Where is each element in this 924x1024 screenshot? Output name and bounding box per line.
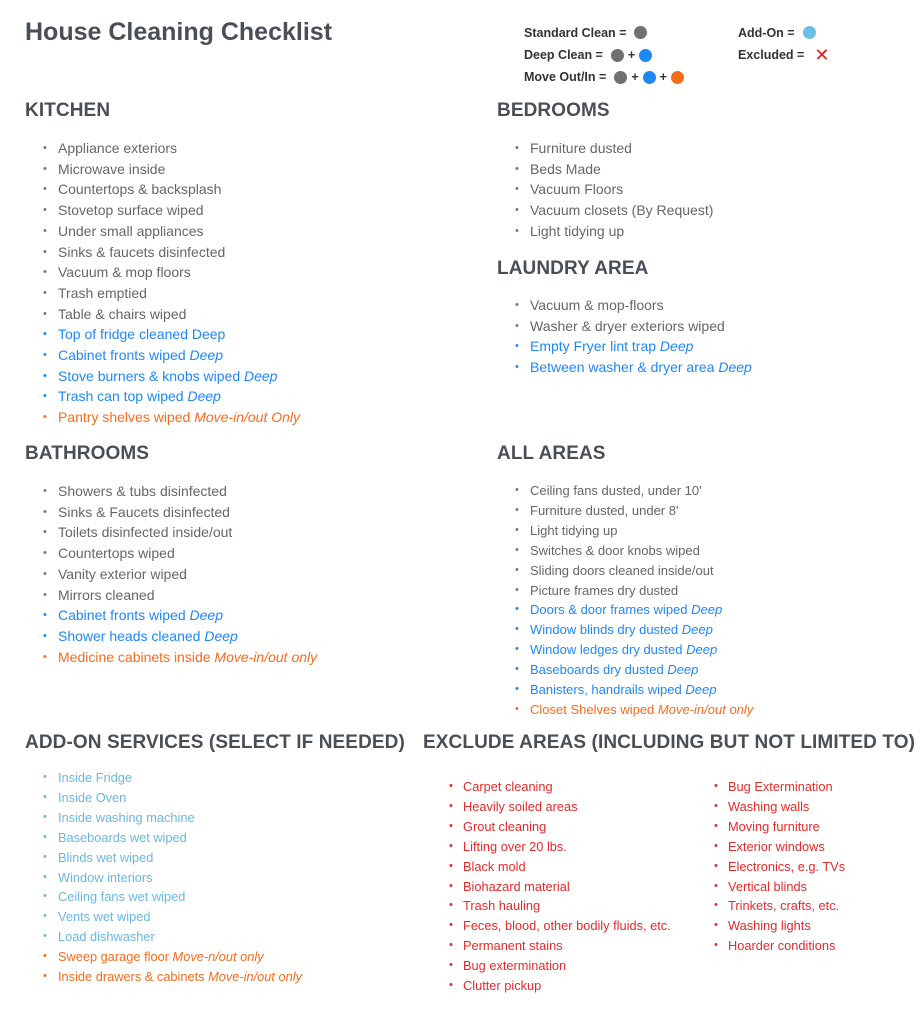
checklist-item bbox=[25, 828, 302, 848]
checklist-item-text: Cabinet fronts wiped bbox=[58, 347, 190, 364]
checklist-item-text: Sinks & faucets disinfected bbox=[58, 243, 226, 260]
checklist-item-text: Mirrors cleaned bbox=[58, 586, 155, 603]
checklist-item bbox=[25, 345, 300, 366]
checklist-item-text: Vacuum Floors bbox=[530, 181, 624, 198]
checklist-item-text: Countertops & backsplash bbox=[58, 181, 222, 198]
legend-right bbox=[738, 21, 829, 66]
section-heading-all-areas: ALL AREAS bbox=[497, 443, 606, 464]
checklist-item bbox=[497, 600, 753, 620]
checklist-item-text: Baseboards wet wiped bbox=[58, 829, 187, 845]
section-heading-bathrooms: BATHROOMS bbox=[25, 443, 150, 464]
checklist-item-tag: Deep bbox=[681, 622, 713, 638]
checklist-item-text: Medicine cabinets inside bbox=[58, 648, 215, 665]
checklist-item bbox=[25, 808, 302, 828]
checklist-item-text: Picture frames dry dusted bbox=[530, 582, 679, 598]
checklist-item-text: Window blinds dry dusted bbox=[530, 622, 682, 638]
excluded-item: • Bug Extermination bbox=[713, 777, 845, 797]
checklist-item bbox=[497, 660, 753, 680]
checklist-item-text: Shower heads cleaned bbox=[58, 627, 205, 644]
excluded-item: • Carpet cleaning bbox=[448, 777, 671, 797]
checklist-item bbox=[25, 626, 317, 647]
checklist-item bbox=[497, 179, 713, 200]
checklist-item-text: Vacuum & mop floors bbox=[58, 264, 191, 281]
checklist-item bbox=[25, 481, 317, 502]
checklist-item-text: Load dishwasher bbox=[58, 929, 155, 945]
checklist-item-tag: Deep bbox=[685, 682, 717, 698]
checklist-item-text: Vacuum closets (By Request) bbox=[530, 202, 714, 219]
checklist-item-text: Cabinet fronts wiped bbox=[58, 607, 190, 624]
checklist-item bbox=[25, 927, 302, 947]
section-heading-bedrooms: BEDROOMS bbox=[497, 100, 610, 121]
legend-move: Move Out/In = + + bbox=[524, 66, 684, 88]
legend-standard: Standard Clean = bbox=[524, 21, 684, 44]
checklist-item-tag: Move-in/out only bbox=[657, 701, 754, 717]
checklist-item bbox=[497, 138, 713, 159]
light-blue-dot-icon bbox=[803, 26, 816, 39]
checklist-item-text: Inside Fridge bbox=[58, 770, 132, 785]
checklist-item bbox=[25, 585, 317, 606]
excluded-item: • Black mold bbox=[448, 857, 671, 877]
orange-dot-icon bbox=[671, 71, 684, 84]
checklist-item-tag: Move-n/out only bbox=[172, 949, 264, 965]
checklist-item-text: Light tidying up bbox=[530, 222, 625, 239]
checklist-item-text: Trash emptied bbox=[58, 284, 147, 301]
excluded-item: • Permanent stains bbox=[448, 936, 671, 956]
checklist-item bbox=[497, 481, 753, 501]
excluded-item: • Biohazard material bbox=[448, 877, 671, 897]
checklist-item-tag: Move-in/out Only bbox=[194, 409, 301, 426]
excluded-item: • Electronics, e.g. TVs bbox=[713, 857, 845, 877]
checklist-item-text: Vacuum & mop-floors bbox=[530, 297, 664, 313]
checklist-item-tag: Deep bbox=[718, 359, 752, 376]
checklist-item bbox=[25, 262, 300, 283]
checklist-item bbox=[497, 541, 753, 561]
checklist-item bbox=[25, 868, 302, 888]
checklist-item-text: Inside Oven bbox=[58, 789, 127, 805]
blue-dot-icon bbox=[639, 49, 652, 62]
checklist-item-tag: Deep bbox=[189, 607, 223, 624]
excluded-item: • Grout cleaning bbox=[448, 817, 671, 837]
checklist-item-text: Beds Made bbox=[530, 160, 601, 177]
checklist-item-text: Inside drawers & cabinets bbox=[58, 969, 209, 985]
excluded-item: • Moving furniture bbox=[713, 817, 845, 837]
legend-excluded: Excluded = ✕ bbox=[738, 45, 830, 65]
checklist-item-text: Stovetop surface wiped bbox=[58, 202, 204, 219]
checklist-item bbox=[25, 138, 300, 159]
blue-dot-icon bbox=[643, 71, 656, 84]
checklist-item bbox=[25, 366, 300, 387]
excluded-item: • Hoarder conditions bbox=[713, 936, 845, 956]
exclude-list-col2 bbox=[713, 777, 845, 956]
checklist-item-tag: Deep bbox=[659, 338, 694, 355]
laundry-list bbox=[497, 295, 752, 378]
checklist-item bbox=[25, 768, 302, 788]
checklist-item-text: Washer & dryer exteriors wiped bbox=[530, 317, 725, 334]
checklist-item-text: Vents wet wiped bbox=[58, 909, 151, 925]
checklist-item-tag: Deep bbox=[686, 642, 718, 658]
checklist-item bbox=[497, 501, 753, 521]
legend-deep: Deep Clean = + bbox=[524, 44, 684, 66]
checklist-item bbox=[497, 200, 713, 221]
checklist-item-text: Countertops wiped bbox=[58, 545, 175, 562]
checklist-item bbox=[497, 295, 752, 316]
checklist-item bbox=[497, 700, 753, 720]
legend-addon: Add-On = bbox=[738, 21, 829, 44]
checklist-item bbox=[25, 907, 302, 927]
checklist-item bbox=[497, 521, 753, 541]
checklist-item bbox=[497, 221, 713, 242]
checklist-item bbox=[25, 848, 302, 868]
excluded-item: • Clutter pickup bbox=[448, 976, 671, 996]
checklist-item bbox=[25, 221, 300, 242]
checklist-item-text: Switches & door knobs wiped bbox=[530, 542, 700, 558]
checklist-item-text: Light tidying up bbox=[530, 522, 618, 538]
checklist-item-text: Microwave inside bbox=[58, 160, 166, 177]
checklist-item-tag: Move-in/out only bbox=[214, 648, 318, 665]
exclude-list-col1 bbox=[448, 777, 671, 996]
addons-list bbox=[25, 768, 302, 987]
checklist-item-text: Ceiling fans wet wiped bbox=[58, 889, 186, 905]
checklist-item-text: Window interiors bbox=[58, 869, 153, 885]
excluded-item: • Trinkets, crafts, etc. bbox=[713, 896, 845, 916]
checklist-item bbox=[497, 680, 753, 700]
section-heading-laundry: LAUNDRY AREA bbox=[497, 258, 649, 279]
excluded-item: • Trash hauling bbox=[448, 896, 671, 916]
checklist-item bbox=[497, 316, 752, 337]
checklist-item-text: Blinds wet wiped bbox=[58, 849, 154, 865]
all-areas-list bbox=[497, 481, 753, 720]
checklist-item bbox=[25, 200, 300, 221]
checklist-item-text: Vanity exterior wiped bbox=[58, 565, 187, 582]
checklist-item-text: Stove burners & knobs wiped bbox=[58, 367, 244, 384]
checklist-item bbox=[25, 304, 300, 325]
excluded-item: • Feces, blood, other bodily fluids, etc. bbox=[448, 916, 671, 936]
grey-dot-icon bbox=[634, 26, 647, 39]
section-heading-kitchen: KITCHEN bbox=[25, 100, 111, 121]
checklist-item bbox=[25, 386, 300, 407]
checklist-item bbox=[497, 336, 752, 357]
checklist-item bbox=[25, 788, 302, 808]
checklist-item-text: Appliance exteriors bbox=[58, 140, 178, 156]
checklist-item bbox=[25, 159, 300, 180]
checklist-item bbox=[25, 522, 317, 543]
checklist-item bbox=[25, 324, 300, 345]
excluded-item: • Washing lights bbox=[713, 916, 845, 936]
grey-dot-icon bbox=[611, 49, 624, 62]
checklist-item-tag: Deep bbox=[204, 627, 238, 644]
checklist-item-text: Ceiling fans dusted, under 10' bbox=[530, 483, 702, 498]
checklist-item bbox=[497, 620, 753, 640]
checklist-item-text: Under small appliances bbox=[58, 222, 204, 239]
section-heading-addons: ADD-ON SERVICES (SELECT IF NEEDED) bbox=[25, 732, 405, 753]
excluded-item: • Vertical blinds bbox=[713, 877, 845, 897]
page-title: House Cleaning Checklist bbox=[25, 18, 333, 46]
section-heading-exclude: EXCLUDE AREAS (INCLUDING BUT NOT LIMITED TO) bbox=[423, 732, 916, 753]
checklist-item bbox=[25, 887, 302, 907]
checklist-item bbox=[25, 647, 317, 668]
checklist-item bbox=[497, 581, 753, 601]
checklist-item-tag: Deep bbox=[244, 367, 278, 384]
checklist-item bbox=[25, 947, 302, 967]
checklist-item bbox=[25, 564, 317, 585]
checklist-item-text: Pantry shelves wiped bbox=[58, 409, 195, 426]
kitchen-list bbox=[25, 138, 300, 428]
excluded-item: • Exterior windows bbox=[713, 837, 845, 857]
checklist-item bbox=[497, 640, 753, 660]
checklist-item-text: Toilets disinfected inside/out bbox=[58, 524, 233, 541]
checklist-item bbox=[25, 502, 317, 523]
checklist-item-tag: Deep bbox=[667, 662, 699, 678]
checklist-item-text: Between washer & dryer area bbox=[530, 359, 719, 376]
excluded-item: • Lifting over 20 lbs. bbox=[448, 837, 671, 857]
excluded-item: • Heavily soiled areas bbox=[448, 797, 671, 817]
checklist-item bbox=[25, 407, 300, 428]
checklist-item-text: Empty Fryer lint trap bbox=[530, 338, 660, 355]
checklist-item bbox=[25, 967, 302, 987]
checklist-item-text: Doors & door frames wiped bbox=[530, 602, 692, 618]
checklist-item-text: Trash can top wiped bbox=[58, 388, 188, 405]
checklist-item-text: Furniture dusted, under 8' bbox=[530, 502, 679, 518]
checklist-item-text: Sinks & Faucets disinfected bbox=[58, 503, 230, 520]
checklist-item-text: Closet Shelves wiped bbox=[530, 701, 658, 717]
excluded-item: • Bug extermination bbox=[448, 956, 671, 976]
checklist-item-text: Baseboards dry dusted bbox=[530, 662, 668, 678]
checklist-item bbox=[25, 605, 317, 626]
grey-dot-icon bbox=[614, 71, 627, 84]
checklist-item-text: Banisters, handrails wiped bbox=[530, 682, 686, 698]
bedrooms-list bbox=[497, 138, 713, 242]
checklist-item-text: Table & chairs wiped bbox=[58, 305, 187, 322]
checklist-item-text: Top of fridge cleaned Deep bbox=[58, 326, 226, 343]
checklist-item bbox=[25, 179, 300, 200]
checklist-item-text: Showers & tubs disinfected bbox=[58, 483, 227, 499]
excluded-item: • Washing walls bbox=[713, 797, 845, 817]
checklist-item bbox=[497, 561, 753, 581]
checklist-item-tag: Move-in/out only bbox=[208, 969, 302, 985]
checklist-item bbox=[25, 283, 300, 304]
bathrooms-list bbox=[25, 481, 317, 667]
checklist-item-text: Sweep garage floor bbox=[58, 949, 173, 965]
red-x-icon: ✕ bbox=[814, 45, 830, 65]
checklist-item-text: Inside washing machine bbox=[58, 809, 195, 825]
checklist-item-text: Window ledges dry dusted bbox=[530, 642, 687, 658]
checklist-item bbox=[497, 357, 752, 378]
checklist-item-text: Furniture dusted bbox=[530, 140, 632, 156]
checklist-item bbox=[497, 159, 713, 180]
legend bbox=[524, 21, 684, 88]
checklist-item-tag: Deep bbox=[691, 602, 723, 618]
checklist-item-tag: Deep bbox=[187, 388, 221, 405]
checklist-item-tag: Deep bbox=[189, 347, 223, 364]
checklist-item-text: Sliding doors cleaned inside/out bbox=[530, 562, 714, 578]
checklist-item bbox=[25, 543, 317, 564]
checklist-item bbox=[25, 242, 300, 263]
